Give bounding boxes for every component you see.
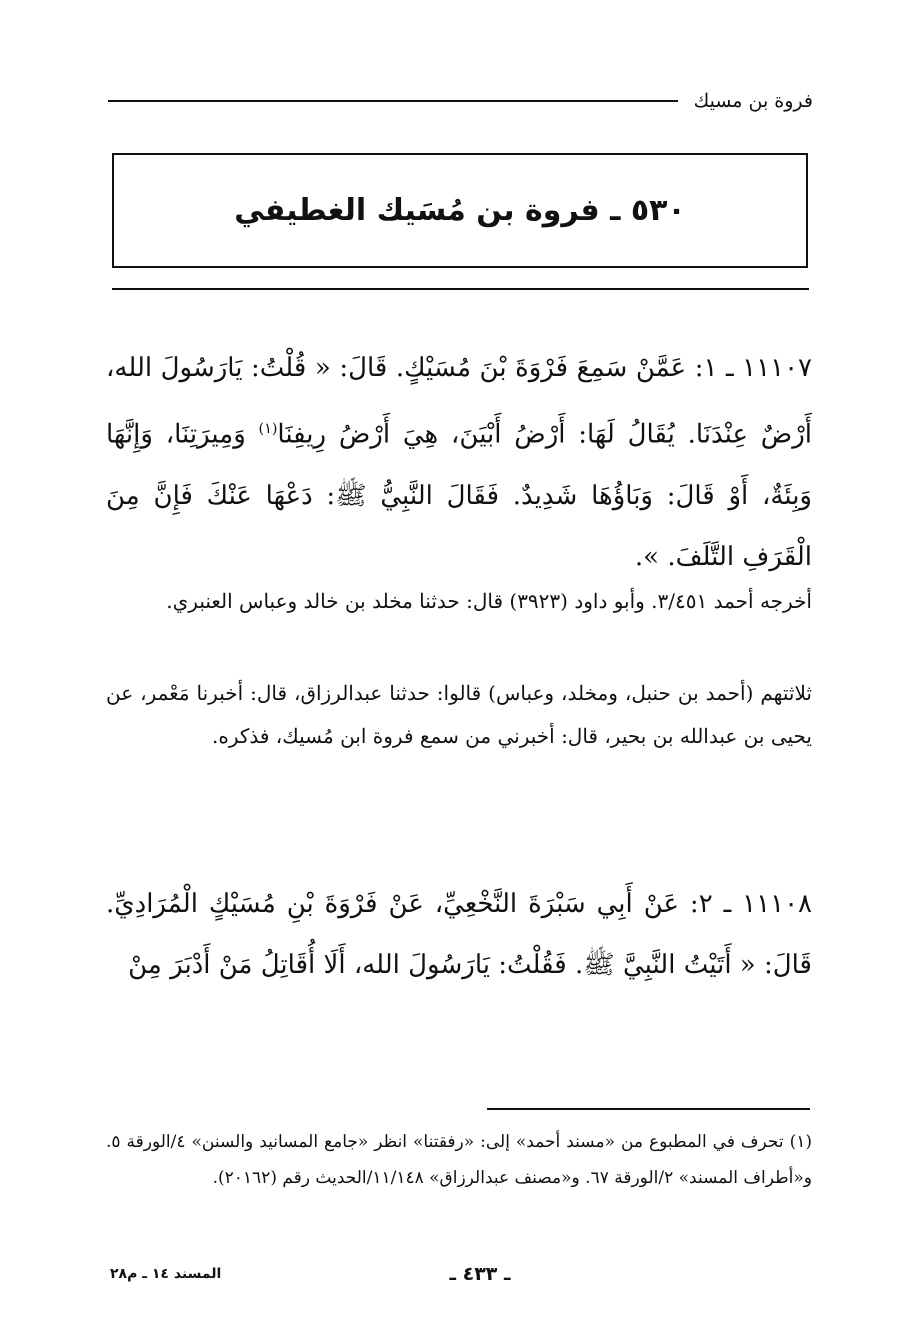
header-rule bbox=[108, 100, 678, 102]
chapter-heading-box bbox=[112, 153, 808, 268]
running-header bbox=[108, 86, 813, 116]
page-number: ـ ٤٣٣ ـ bbox=[449, 1263, 511, 1285]
takhrij-paragraph-1: أخرجه أحمد ٣/٤٥١. وأبو داود (٣٩٢٣) قال: حدثنا مخلد بن خالد وعباس العنبري. bbox=[166, 589, 812, 613]
hadith-11107-part-1: ١١١٠٧ ـ ١: عَمَّنْ سَمِعَ فَرْوَةَ بْنَ مُسَيْكٍ. قَالَ: « قُلْتُ: يَارَسُولَ الله، أَرْضٌ عِنْدَنَا. يُقَالُ لَهَا: أَرْضُ أَبْيَنَ، هِيَ أَرْضُ رِيفِنَا bbox=[106, 353, 812, 450]
chapter-heading: ٥٣٠ ـ فروة بن مُسَيك الغطيفي bbox=[234, 193, 686, 228]
hadith-11107-text bbox=[106, 338, 812, 588]
hadith-11108-part-2: « أَتَيْتُ النَّبِيَّ ﷺ. فَقُلْتُ: يَارَسُولَ الله، أَلَا أُقَاتِلُ مَنْ أَدْبَرَ مِنْ bbox=[128, 950, 756, 980]
heading-underline-rule bbox=[112, 288, 809, 290]
hadith-11107-part-2: وَمِيرَتِنَا، وَإِنَّهَا وَبِئَةٌ، أَوْ قَالَ: وَبَاؤُهَا شَدِيدٌ. فَقَالَ النَّبِيُّ ﷺ: دَعْهَا عَنْكَ فَإِنَّ مِنَ الْقَرَفِ التَّلَفَ. ». bbox=[106, 419, 812, 572]
hadith-11108-text bbox=[106, 874, 812, 996]
volume-signature: المسند ١٤ ـ م٢٨ bbox=[110, 1266, 222, 1282]
footnote-1: (١) تحرف في المطبوع من «مسند أحمد» إلى: «رفقتنا» انظر «جامع المسانيد والسنن» ٤/الورقة ٥. و«أطراف المسند» ٢/الورقة ٦٧. و«مصنف عبدالرزاق» ١١/١٤٨/الحديث رقم (٢٠١٦٢). bbox=[106, 1132, 812, 1188]
takhrij-paragraph-2: ثلاثتهم (أحمد بن حنبل، ومخلد، وعباس) قالوا: حدثنا عبدالرزاق، قال: أخبرنا مَعْمر، عن يحيى بن عبدالله بن بحير، قال: أخبرني من سمع فروة ابن مُسيك، فذكره. bbox=[106, 681, 812, 748]
footnote-marker-1: (١) bbox=[258, 421, 278, 437]
hadith-11108-part-1: ١١١٠٨ ـ ٢: عَنْ أَبِي سَبْرَةَ النَّخْعِيِّ، عَنْ فَرْوَةَ بْنِ مُسَيْكٍ الْمُرَادِيِّ. قَالَ: bbox=[106, 889, 812, 980]
footnote-separator bbox=[487, 1108, 810, 1110]
running-title: فروة بن مسيك bbox=[693, 90, 813, 112]
